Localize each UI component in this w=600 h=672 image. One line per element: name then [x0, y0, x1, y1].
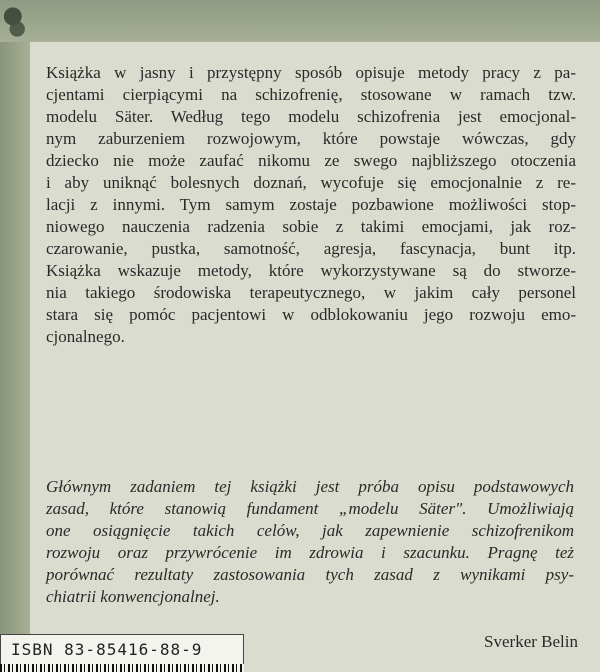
quote-line: chiatrii konwencjonalnej.	[46, 587, 220, 606]
quote-line: porównać rezultaty zastosowania tych zasad z wynikami psy-	[46, 565, 574, 584]
description-line: dziecko nie może zaufać nikomu ze swego najbliższego otoczenia	[46, 151, 576, 170]
quote-line: rozwoju oraz przywrócenie im zdrowia i szacunku. Pragnę też	[46, 543, 574, 562]
description-line: nia takiego środowiska terapeutycznego, w jakim cały personel	[46, 283, 576, 302]
quote-line: one osiągnięcie takich celów, jak zapewnienie schizofrenikom	[46, 521, 574, 540]
quote-line: zasad, które stanowią fundament „modelu Säter". Umożliwiają	[46, 499, 574, 518]
description-line: nym zaburzeniem rozwojowym, które powstaje wówczas, gdy	[46, 129, 576, 148]
description-line: cjonalnego.	[46, 327, 125, 346]
isbn-label: ISBN 83-85416-88-9	[0, 634, 244, 664]
quote-line: Głównym zadaniem tej książki jest próba opisu podstawowych	[46, 477, 574, 496]
barcode	[0, 664, 244, 672]
description-line: czarowanie, pustka, samotność, agresja, fascynacja, bunt itp.	[46, 239, 576, 258]
author-quote	[46, 476, 574, 608]
author-signature: Sverker Belin	[484, 632, 578, 651]
cover-left-edge	[0, 42, 30, 672]
cover-top-strip	[0, 0, 600, 42]
decorative-ornament	[4, 2, 26, 38]
description-line: Książka w jasny i przystępny sposób opisuje metody pracy z pa-	[46, 63, 576, 82]
description-line: niowego nauczenia radzenia sobie z takimi emocjami, jak roz-	[46, 217, 576, 236]
description-line: i aby uniknąć bolesnych doznań, wycofuje się emocjonalnie z re-	[46, 173, 576, 192]
description-line: stara się pomóc pacjentowi w odblokowaniu jego rozwoju emo-	[46, 305, 576, 324]
description-line: cjentami cierpiącymi na schizofrenię, stosowane w ramach tzw.	[46, 85, 576, 104]
description-line: lacji z innymi. Tym samym zostaje pozbawione możliwości stop-	[46, 195, 576, 214]
description-line: modelu Säter. Według tego modelu schizofrenia jest emocjonal-	[46, 107, 576, 126]
description-line: Książka wskazuje metody, które wykorzystywane są do stworze-	[46, 261, 576, 280]
book-description	[46, 62, 576, 348]
back-cover-text-panel	[30, 42, 600, 672]
